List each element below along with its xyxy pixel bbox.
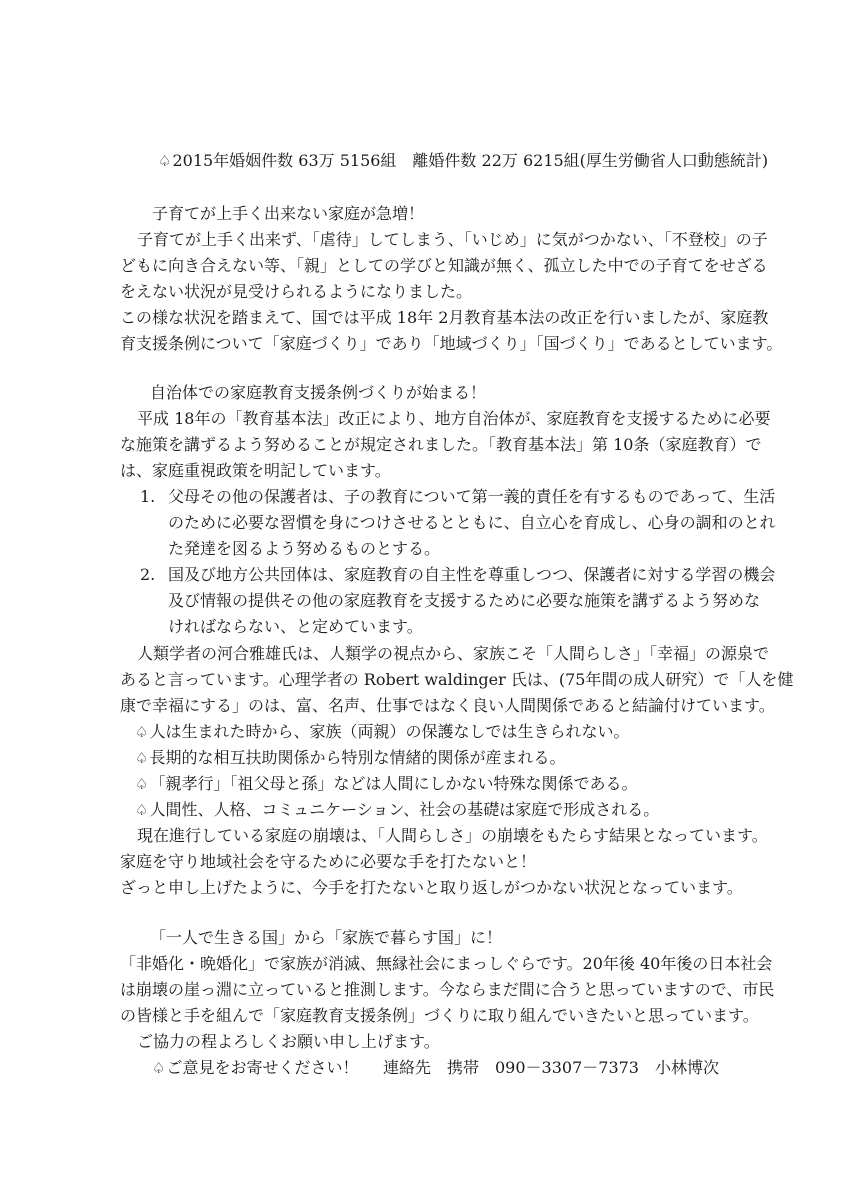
section1-line: この様な状況を踏まえて、国では平成 18年 2月教育基本法の改正を行いましたが、家庭教 (120, 308, 769, 327)
list-item-line: ければならない、と定めています。 (168, 617, 423, 636)
section1-line: 子育てが上手く出来ず、「虐待」してしまう、「いじめ」に気がつかない、「不登校」の子 (137, 230, 768, 249)
section3-line: 「非婚化・晩婚化」で家族が消滅、無縁社会にまっしぐらです。20年後 40年後の日本社会 (120, 954, 773, 973)
section2-body-line: あると言っています。心理学者の Robert waldinger 氏は、(75年間の成人研究）で「人を健 (120, 670, 794, 689)
spade-outline-icon: ♤ (158, 152, 172, 170)
section3-line: ご協力の程よろしくお願い申し上げます。 (137, 1032, 440, 1051)
list-item-line: た発達を図るよう努めるものとする。 (168, 539, 441, 558)
list-item-number: 2. (140, 565, 156, 584)
section3-line: は崩壊の崖っ淵に立っていると推測します。今ならまだ間に合うと思っていますので、市民 (120, 980, 775, 999)
list-item-line: 父母その他の保護者は、子の教育について第一義的責任を有するものであって、生活 (168, 487, 776, 506)
spade-outline-icon: ♤ (152, 1059, 166, 1077)
marriage-stats-text: 2015年婚姻件数 63万 5156組 離婚件数 22万 6215組(厚生労働省人口動態統計) (172, 151, 769, 170)
section1-heading: 子育てが上手く出来ない家庭が急増！ (152, 204, 425, 223)
bullet-item: ♤「親孝行」「祖父母と孫」などは人間にしかない特殊な関係である。 (135, 774, 638, 793)
spade-outline-icon: ♤ (135, 723, 149, 741)
section2-intro-line: は、家庭重視政策を明記しています。 (120, 461, 391, 480)
bullet-item: ♤人は生まれた時から、家族（両親）の保護なしでは生きられない。 (135, 722, 630, 741)
list-item-line: 及び情報の提供その他の家庭教育を支援するために必要な施策を講ずるよう努めな (168, 591, 761, 610)
marriage-stats-line (158, 150, 768, 172)
section2-body-line: 康で幸福にする」のは、富、名声、仕事ではなく良い人間関係であると結論付けています。 (120, 696, 775, 715)
section3-line: の皆様と手を組んで「家庭教育支援条例」づくりに取り組んでいきたいと思っています。 (120, 1006, 759, 1025)
section3-heading: 「一人で生きる国」から「家族で暮らす国」に！ (150, 928, 503, 947)
section2-intro-line: な施策を講ずるよう努めることが規定されました。「教育基本法」第 10条（家庭教育）で (120, 435, 762, 454)
section2-closing-line: ざっと申し上げたように、今手を打たないと取り返しがつかない状況となっています。 (120, 878, 743, 897)
section2-closing-line: 現在進行している家庭の崩壊は、「人間らしさ」の崩壊をもたらす結果となっています。 (137, 826, 768, 845)
section1-line: 育支援条例について「家庭づくり」であり「地域づくり」「国づくり」であるとしています。 (120, 334, 783, 353)
bullet-item: ♤長期的な相互扶助関係から特別な情緒的関係が産まれる。 (135, 748, 566, 767)
section2-heading: 自治体での家庭教育支援条例づくりが始まる！ (150, 383, 487, 402)
list-item-number: 1. (140, 487, 156, 506)
section2-intro-line: 平成 18年の「教育基本法」改正により、地方自治体が、家庭教育を支援するために必要 (137, 409, 771, 428)
section2-closing-line: 家庭を守り地域社会を守るために必要な手を打たないと！ (120, 852, 537, 871)
spade-outline-icon: ♤ (135, 801, 149, 819)
section1-line: どもに向き合えない等、「親」としての学びと知識が無く、孤立した中での子育てをせざる (120, 256, 768, 275)
bullet-item: ♤人間性、人格、コミュニケーション、社会の基礎は家庭で形成される。 (135, 800, 660, 819)
list-item-line: 国及び地方公共団体は、家庭教育の自主性を尊重しつつ、保護者に対する学習の機会 (168, 565, 776, 584)
section2-body-line: 人類学者の河合雅雄氏は、人類学の視点から、家族こそ「人間らしさ」「幸福」の源泉で (137, 644, 770, 663)
feedback-request-text: ご意見をお寄せください！ (166, 1058, 359, 1077)
spade-outline-icon: ♤ (135, 749, 149, 767)
contact-info: 連絡先 携帯 090－3307－7373 小林博次 (383, 1058, 719, 1077)
feedback-request (152, 1057, 358, 1079)
section1-line: をえない状況が見受けられるようになりました。 (120, 282, 473, 301)
spade-outline-icon: ♤ (135, 775, 149, 793)
list-item-line: のために必要な習慣を身につけさせるとともに、自立心を育成し、心身の調和のとれ (168, 513, 776, 532)
